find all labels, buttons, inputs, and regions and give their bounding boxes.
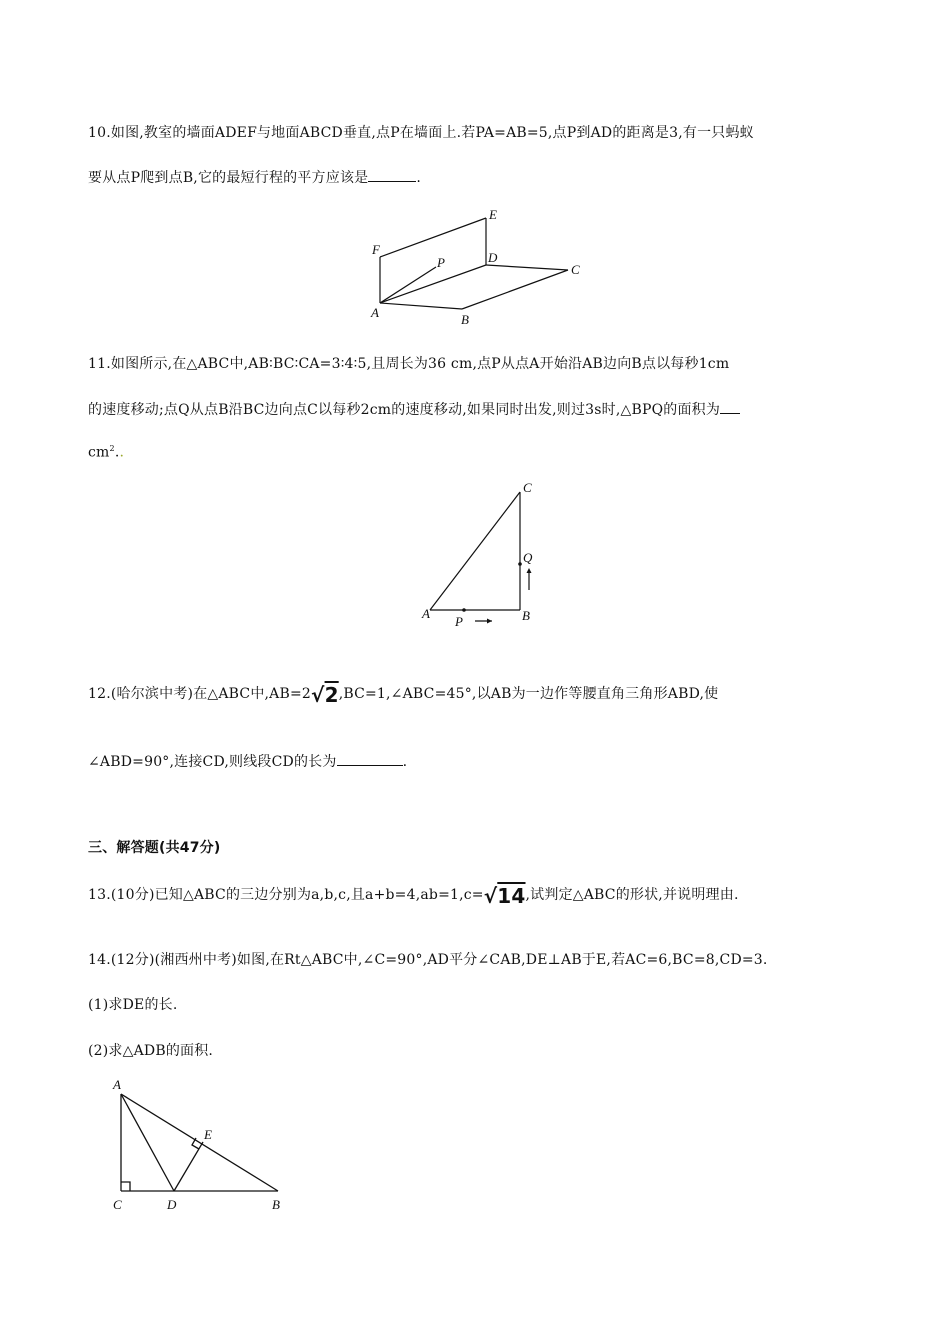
q14-label-C: C [113, 1197, 122, 1212]
q12-answer-blank[interactable] [337, 753, 403, 766]
q10-line1: 10.如图,教室的墙面ADEF与地面ABCD垂直,点P在墙面上.若PA=AB=5,点P到AD的距离是3,有一只蚂蚁 [88, 125, 754, 141]
q11-label-B: B [522, 608, 530, 623]
q10-label-A: A [371, 305, 379, 320]
q10-label-B: B [461, 312, 469, 327]
q10-label-E: E [489, 207, 497, 222]
q12-line2: ∠ABD=90°,连接CD,则线段CD的长为 . [88, 754, 408, 770]
q14-label-B: B [272, 1197, 280, 1212]
q11-figure [420, 480, 550, 630]
q10-line2-text: 要从点P爬到点B,它的最短行程的平方应该是 [88, 170, 369, 186]
q11-line3: $cm^2$.. [88, 444, 125, 461]
q11-answer-blank[interactable] [720, 401, 740, 414]
q11-label-Q: Q [523, 550, 533, 565]
q10-label-F: F [372, 242, 380, 257]
q10-line2: 要从点P爬到点B,它的最短行程的平方应该是 . [88, 170, 422, 186]
q14-label-D: D [167, 1197, 177, 1212]
q10-answer-blank[interactable] [368, 169, 416, 182]
q14-label-A: A [113, 1077, 121, 1092]
q10-label-C: C [571, 262, 580, 277]
q11-label-C: C [523, 480, 532, 495]
q12-line1: 12.(哈尔滨中考)在△ABC中,AB=2√2,BC=1,∠ABC=45°,以AB为一边作等腰直角三角形ABD,使 [88, 683, 719, 707]
q13-line: 13.(10分)已知△ABC的三边分别为a,b,c,且a+b=4,ab=1,c=√14,试判定△ABC的形状,并说明理由. [88, 884, 739, 908]
q14-line1: 14.(12分)(湘西州中考)如图,在Rt△ABC中,∠C=90°,AD平分∠CAB,DE⊥AB于E,若AC=6,BC=8,CD=3. [88, 952, 768, 968]
q11-line1: 11.如图所示,在△ABC中,AB∶BC∶CA=3∶4∶5,且周长为36 cm,点P从点A开始沿AB边向B点以每秒1cm [88, 356, 730, 372]
q14-label-E: E [204, 1127, 212, 1142]
q10-label-P: P [437, 255, 445, 270]
q10-label-D: D [488, 250, 498, 265]
decorative-dot: . [119, 444, 125, 461]
sqrt-2: √2 [311, 683, 339, 707]
section-title: 三、解答题(共47分) [88, 840, 221, 856]
q14-sub1: (1)求DE的长. [88, 997, 178, 1013]
q11-label-A: A [422, 606, 430, 621]
q14-figure [105, 1072, 295, 1217]
q14-sub2: (2)求△ADB的面积. [88, 1043, 214, 1059]
sqrt-14: √14 [483, 884, 526, 908]
q11-label-P: P [455, 614, 463, 629]
q11-line2: 的速度移动;点Q从点B沿BC边向点C以每秒2cm的速度移动,如果同时出发,则过3s时,△BPQ的面积为 [88, 399, 740, 419]
q10-figure [360, 205, 600, 330]
